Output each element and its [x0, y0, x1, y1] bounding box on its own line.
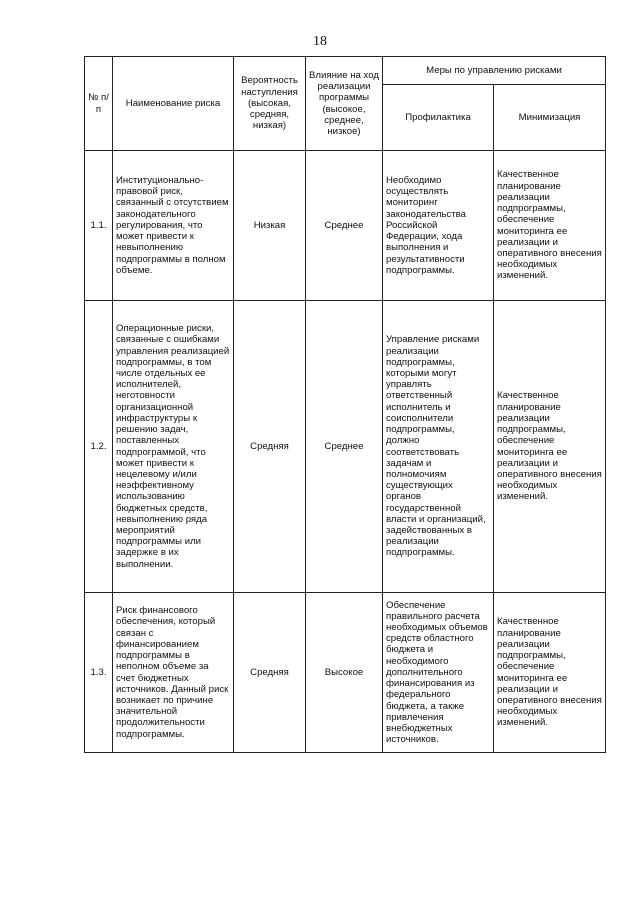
header-minimization: Минимизация: [494, 85, 606, 151]
risk-name-cell: Операционные риски, связанные с ошибками управления реализацией подпрограммы, в том числе отдельных ее исполнителей, неготовности организационной инфраструктуры к решению задач, поставленных подпрограммой, что может привести к нецелевому и/или неэффективному использованию бюджетных средств, невыполнению ряда мероприятий подпрограммы или задержке в их выполнении.: [113, 301, 234, 593]
influence-cell: Высокое: [306, 593, 383, 753]
risk-management-table: [84, 56, 606, 753]
minimization-cell: Качественное планирование реализации подпрограммы, обеспечение мониторинга ее реализации и оперативного внесения необходимых изменений.: [494, 151, 606, 301]
header-number: № п/п: [85, 57, 113, 151]
probability-cell: Средняя: [234, 301, 306, 593]
row-number: 1.1.: [85, 151, 113, 301]
prevention-cell: Необходимо осуществлять мониторинг законодательства Российской Федерации, хода выполнения и результативности подпрограммы.: [383, 151, 494, 301]
header-measures: Меры по управлению рисками: [383, 57, 606, 85]
header-risk-name: Наименование риска: [113, 57, 234, 151]
header-prevention: Профилактика: [383, 85, 494, 151]
influence-cell: Среднее: [306, 301, 383, 593]
prevention-cell: Обеспечение правильного расчета необходимых объемов средств областного бюджета и необходимого дополнительного финансирования из федерального бюджета, а также привлечения внебюджетных источников.: [383, 593, 494, 753]
minimization-cell: Качественное планирование реализации подпрограммы, обеспечение мониторинга ее реализации и оперативного внесения необходимых изменений.: [494, 301, 606, 593]
row-number: 1.2.: [85, 301, 113, 593]
minimization-cell: Качественное планирование реализации подпрограммы, обеспечение мониторинга ее реализации и оперативного внесения необходимых изменений.: [494, 593, 606, 753]
page-number: 18: [313, 34, 327, 49]
header-probability: Вероятность наступления (высокая, средняя, низкая): [234, 57, 306, 151]
risk-name-cell: Институционально-правовой риск, связанный с отсутствием законодательного регулирования, что может привести к невыполнению подпрограммы в полном объеме.: [113, 151, 234, 301]
table-row: [85, 593, 606, 753]
row-number: 1.3.: [85, 593, 113, 753]
table-header-row: [85, 57, 606, 85]
table-row: [85, 301, 606, 593]
risk-name-cell: Риск финансового обеспечения, который связан с финансированием подпрограммы в неполном объеме за счет бюджетных источников. Данный риск возникает по причине значительной продолжительности подпрограммы.: [113, 593, 234, 753]
probability-cell: Средняя: [234, 593, 306, 753]
header-influence: Влияние на ход реализации программы (высокое, среднее, низкое): [306, 57, 383, 151]
table-row: [85, 151, 606, 301]
influence-cell: Среднее: [306, 151, 383, 301]
prevention-cell: Управление рисками реализации подпрограммы, которыми могут управлять ответственный исполнитель и соисполнители подпрограммы, должно соответствовать задачам и полномочиям существующих органов государственной власти и организаций, задействованных в реализации подпрограммы.: [383, 301, 494, 593]
probability-cell: Низкая: [234, 151, 306, 301]
